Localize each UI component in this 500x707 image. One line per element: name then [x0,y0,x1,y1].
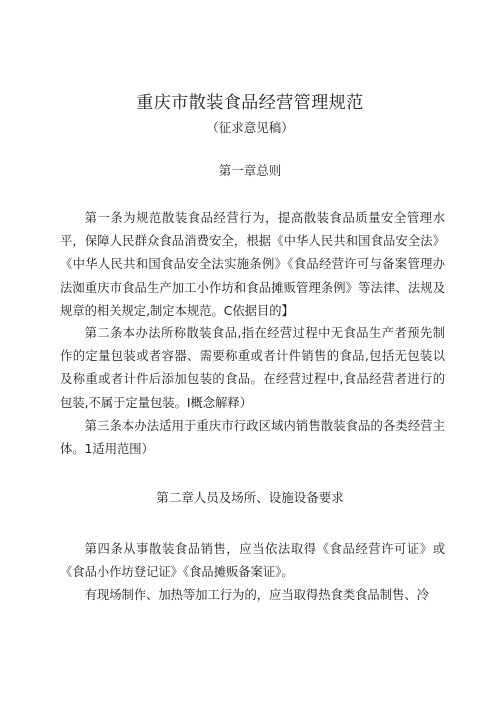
article-paragraph: 第二条本办法所称散装食品,指在经营过程中无食品生产者预先制作的定量包装或者容器、需要称重或者计件销售的食品,包括无包装以及称重或者计件后添加包装的食品。在经营过程中,食品经营者进行的包装,不属于定量包装。I概念解释） [60,326,445,410]
document-title: 重庆市散装食品经营管理规范 [136,93,364,113]
article-paragraph: 第三条本办法适用于重庆市行政区域内销售散装食品的各类经营主体。1适用范围） [60,419,445,457]
chapter-heading: 第二章人员及场所、设施设备要求 [156,490,344,505]
article-paragraph: 第四条从事散装食品销售，应当依法取得《食品经营许可证》或《食品小作坊登记证》《食品摊贩备案证》。 [60,542,445,580]
document-subtitle: （征求意见稿） [206,120,294,135]
article-paragraph: 有现场制作、加热等加工行为的，应当取得热食类食品制售、冷 [84,588,429,602]
article-paragraph: 第一条为规范散装食品经营行为，提高散装食品质量安全管理水平，保障人民群众食品消费安全，根据《中华人民共和国食品安全法》《中华人民共和国食品安全法实施条例》《食品经营许可与备案管理办法洳重庆市食品生产加工小作坊和食品摊贩管理条例》等法律、法规及规章的相关规定,制定本规范。C依据目的】 [60,211,445,318]
chapter-heading: 第一章总则 [218,163,282,178]
